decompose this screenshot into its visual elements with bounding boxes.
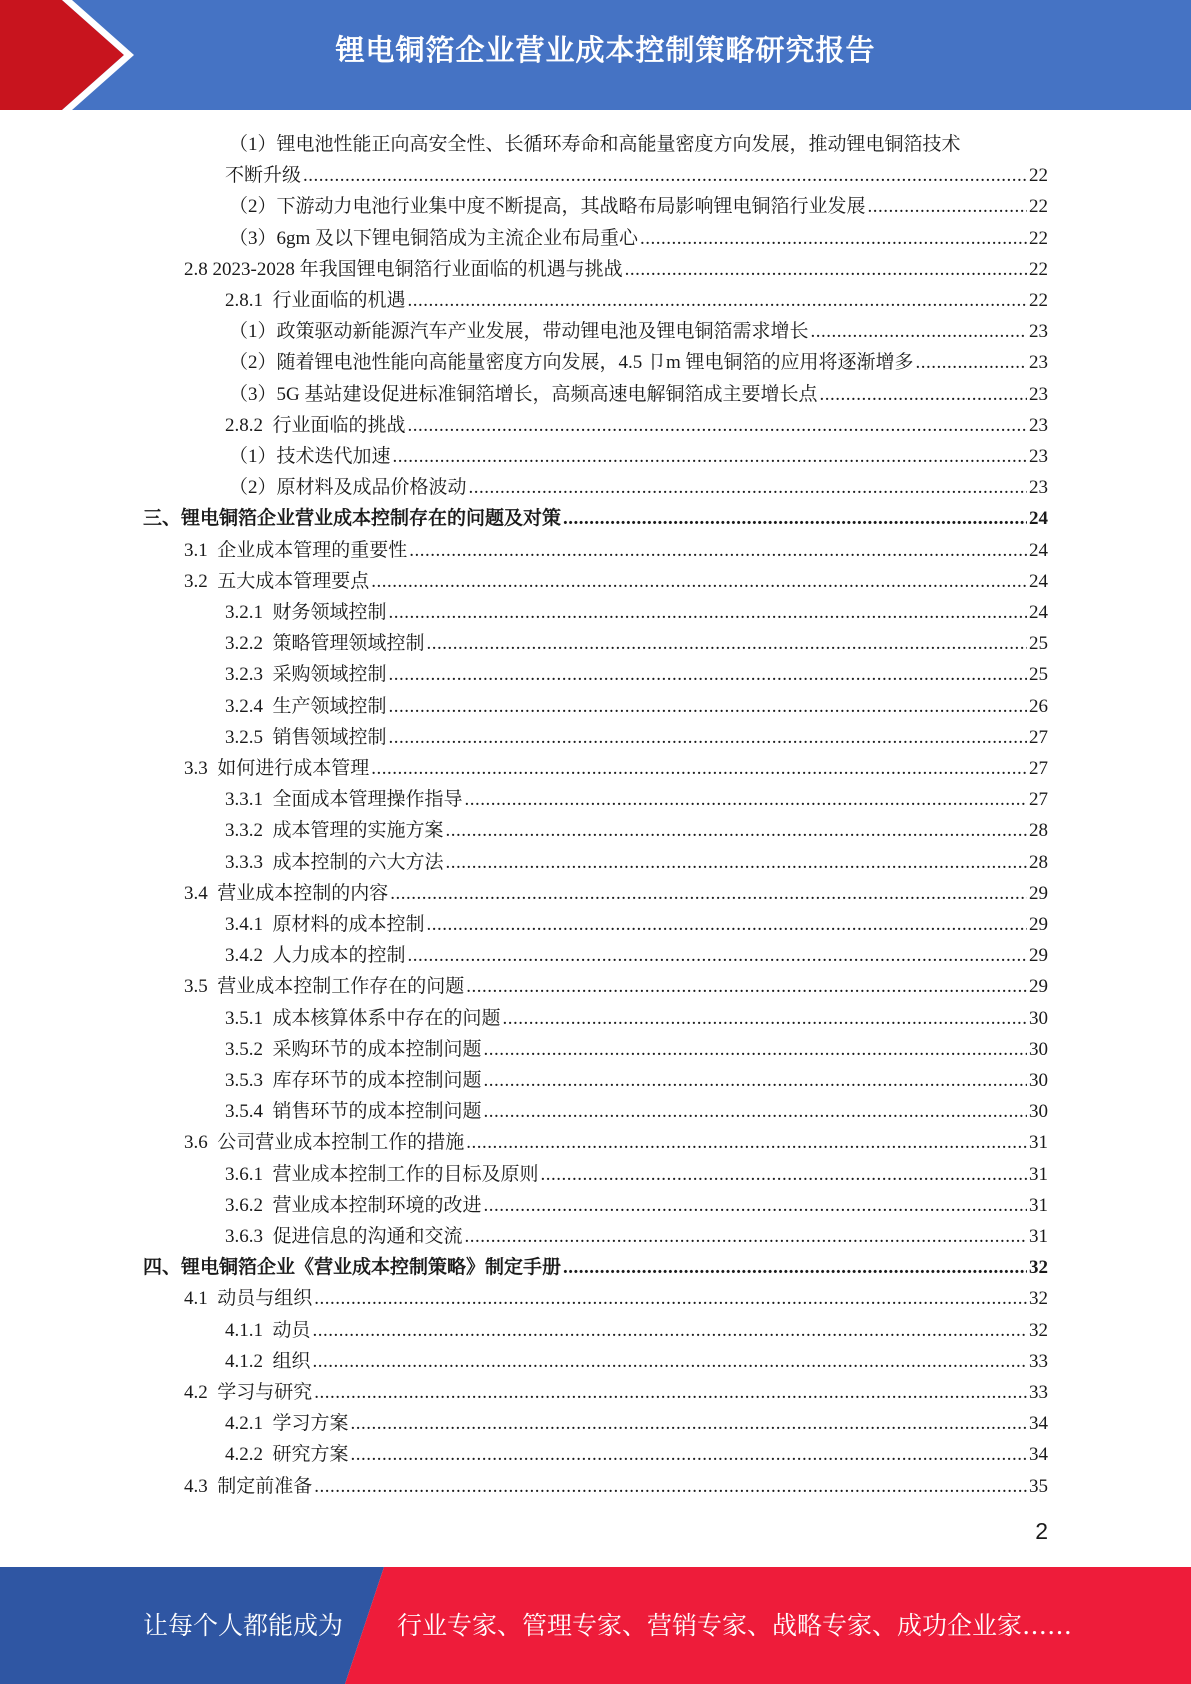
toc-entry-label: 3.2 五大成本管理要点 <box>184 570 370 592</box>
toc-entry[interactable] <box>225 815 1048 846</box>
toc-entry[interactable] <box>225 1159 1048 1190</box>
toc-leader-dots <box>466 1127 1027 1158</box>
toc-entry-label: （1）技术迭代加速 <box>229 446 391 467</box>
report-title: 锂电铜箔企业营业成本控制策略研究报告 <box>335 33 876 67</box>
toc-entry-page: 22 <box>1029 258 1048 280</box>
toc-entry-label: 3.4.2 人力成本的控制 <box>225 945 406 967</box>
toc-entry[interactable] <box>225 160 1048 191</box>
toc-entry[interactable] <box>184 878 1048 909</box>
toc-leader-dots <box>625 254 1027 285</box>
toc-entry-label: 3.6 公司营业成本控制工作的措施 <box>184 1132 465 1154</box>
toc-entry[interactable] <box>225 1096 1048 1127</box>
toc-leader-dots <box>563 1252 1027 1283</box>
toc-entry-page: 26 <box>1029 695 1048 717</box>
toc-entry-page: 35 <box>1029 1475 1048 1497</box>
toc-entry-label: 3.3.1 全面成本管理操作指导 <box>225 789 463 811</box>
toc-entry-label: 3.5.4 销售环节的成本控制问题 <box>225 1101 482 1123</box>
toc-entry-page: 25 <box>1029 664 1048 686</box>
toc-entry-label: 3.3 如何进行成本管理 <box>184 758 370 779</box>
toc-entry[interactable] <box>229 129 1048 160</box>
toc-leader-dots <box>503 1003 1027 1034</box>
toc-leader-dots <box>446 815 1027 846</box>
toc-leader-dots <box>389 691 1027 722</box>
toc-entry-page: 23 <box>1029 352 1048 374</box>
toc-entry[interactable] <box>225 410 1048 441</box>
toc-entry[interactable] <box>225 784 1048 815</box>
toc-entry[interactable] <box>225 1408 1048 1439</box>
toc-leader-dots <box>640 223 1027 254</box>
toc-entry-page: 30 <box>1029 1101 1048 1123</box>
toc-leader-dots <box>371 753 1027 784</box>
toc-entry-label: 3.1 企业成本管理的重要性 <box>184 539 408 561</box>
toc-entry[interactable] <box>225 659 1048 690</box>
toc-entry-page: 32 <box>1029 1319 1048 1341</box>
toc-leader-dots <box>389 659 1027 690</box>
toc-leader-dots <box>314 1283 1027 1314</box>
toc-entry-label: 2.8.1 行业面临的机遇 <box>225 290 406 311</box>
toc-entry-page: 33 <box>1029 1382 1048 1403</box>
toc-entry-page: 31 <box>1029 1194 1048 1216</box>
toc-entry-label: 4.1 动员与组织 <box>184 1288 313 1310</box>
toc-leader-dots <box>811 316 1027 347</box>
toc-leader-dots <box>868 191 1027 222</box>
toc-leader-dots <box>389 597 1027 628</box>
toc-entry-page: 29 <box>1029 945 1048 967</box>
toc-entry-page: 30 <box>1029 1038 1048 1060</box>
toc-entry-label: 四、锂电铜箔企业《营业成本控制策略》制定手册 <box>143 1257 562 1279</box>
toc-leader-dots <box>484 1065 1027 1096</box>
toc-entry-label: 3.5.2 采购环节的成本控制问题 <box>225 1038 482 1060</box>
toc-entry[interactable] <box>184 753 1048 784</box>
toc-entry[interactable] <box>184 1283 1048 1314</box>
toc-leader-dots <box>371 566 1027 597</box>
toc-entry-page: 24 <box>1029 602 1048 623</box>
toc-entry-label: （1）锂电池性能正向高安全性、长循环寿命和高能量密度方向发展，推动锂电铜箔技术 <box>229 134 961 155</box>
toc-entry-page: 23 <box>1029 383 1048 405</box>
toc-entry[interactable] <box>225 628 1048 659</box>
toc-leader-dots <box>466 971 1027 1002</box>
toc-entry[interactable] <box>225 1190 1048 1221</box>
toc-leader-dots <box>313 1315 1027 1346</box>
toc-leader-dots <box>314 1377 1027 1408</box>
toc-entry-page: 31 <box>1029 1226 1048 1247</box>
toc-leader-dots <box>408 285 1027 316</box>
toc-entry-label: 3.6.2 营业成本控制环境的改进 <box>225 1194 482 1216</box>
toc-entry-label: 2.8 2023-2028 年我国锂电铜箔行业面临的机遇与挑战 <box>184 258 623 280</box>
toc-entry[interactable] <box>184 1377 1048 1408</box>
toc-entry[interactable] <box>225 1221 1048 1252</box>
page-header <box>0 0 1191 110</box>
toc-leader-dots <box>408 410 1027 441</box>
toc-entry[interactable] <box>229 472 1048 503</box>
toc-leader-dots <box>408 940 1027 971</box>
toc-leader-dots <box>465 1221 1027 1252</box>
toc-leader-dots <box>390 878 1027 909</box>
toc-entry-label: （1）政策驱动新能源汽车产业发展，带动锂电池及锂电铜箔需求增长 <box>229 321 809 343</box>
toc-entry-label: 3.6.1 营业成本控制工作的目标及原则 <box>225 1163 539 1185</box>
toc-entry-page: 34 <box>1029 1413 1048 1435</box>
toc-entry[interactable] <box>225 1003 1048 1034</box>
toc-entry[interactable] <box>225 1346 1048 1377</box>
footer-slogan-left: 让每个人都能成为 <box>143 1611 344 1640</box>
toc-entry-page: 27 <box>1029 726 1048 748</box>
toc-entry-page: 22 <box>1029 196 1048 218</box>
toc-leader-dots <box>819 379 1027 410</box>
toc-entry-page: 30 <box>1029 1007 1048 1029</box>
toc-entry-label: 不断升级 <box>225 165 302 187</box>
page-number: 2 <box>1035 1518 1048 1544</box>
toc-entry[interactable] <box>229 347 1048 378</box>
toc-entry-label: （2）原材料及成品价格波动 <box>229 477 467 499</box>
toc-leader-dots <box>303 160 1027 191</box>
toc-entry-label: 3.2.4 生产领域控制 <box>225 695 387 717</box>
toc-entry-page: 29 <box>1029 914 1048 935</box>
toc-entry-page: 23 <box>1029 414 1048 436</box>
toc-leader-dots <box>314 1471 1027 1502</box>
toc-entry-label: 4.1.1 动员 <box>225 1319 311 1341</box>
toc-leader-dots <box>351 1408 1027 1439</box>
toc-entry[interactable] <box>225 285 1048 316</box>
toc-entry-page: 27 <box>1029 758 1048 779</box>
toc-entry[interactable] <box>225 691 1048 722</box>
page-footer <box>0 1567 1191 1684</box>
toc-leader-dots <box>389 722 1027 753</box>
toc-entry-page: 33 <box>1029 1350 1048 1372</box>
toc-leader-dots <box>484 1096 1027 1127</box>
toc-entry-label: 3.5.3 库存环节的成本控制问题 <box>225 1070 482 1091</box>
toc-entry[interactable] <box>184 254 1048 285</box>
toc-entry-label: 4.3 制定前准备 <box>184 1475 313 1497</box>
toc-entry-label: 2.8.2 行业面临的挑战 <box>225 414 406 436</box>
toc-entry-page: 22 <box>1029 290 1048 311</box>
toc-entry-page: 34 <box>1029 1444 1048 1466</box>
toc-leader-dots <box>563 503 1027 534</box>
toc-entry-label: 4.2.2 研究方案 <box>225 1444 349 1466</box>
toc-entry[interactable] <box>225 597 1048 628</box>
toc-entry[interactable] <box>184 971 1048 1002</box>
toc-entry[interactable] <box>229 223 1048 254</box>
toc-leader-dots <box>916 347 1027 378</box>
toc-entry-label: （3）5G 基站建设促进标准铜箔增长，高频高速电解铜箔成主要增长点 <box>229 383 818 405</box>
toc-entry-label: 3.3.3 成本控制的六大方法 <box>225 851 444 873</box>
toc-entry-page: 24 <box>1029 570 1048 592</box>
toc-entry[interactable] <box>225 847 1048 878</box>
toc-entry[interactable] <box>184 1471 1048 1502</box>
toc-entry[interactable] <box>229 441 1048 472</box>
toc-entry[interactable] <box>184 566 1048 597</box>
toc-leader-dots <box>541 1159 1027 1190</box>
toc-entry-label: 三、锂电铜箔企业营业成本控制存在的问题及对策 <box>143 508 562 530</box>
toc-entry-label: 3.3.2 成本管理的实施方案 <box>225 820 444 842</box>
toc-entry-page: 28 <box>1029 820 1048 842</box>
toc-leader-dots <box>393 441 1027 472</box>
toc-entry[interactable] <box>225 909 1048 940</box>
toc-leader-dots <box>484 1034 1027 1065</box>
footer-slogan-right: 行业专家、管理专家、营销专家、战略专家、成功企业家…… <box>397 1611 1073 1640</box>
toc-entry-label: 4.2.1 学习方案 <box>225 1413 349 1435</box>
toc-entry-page: 31 <box>1029 1163 1048 1185</box>
toc-entry-page: 32 <box>1029 1257 1048 1279</box>
toc-entry-page: 22 <box>1029 165 1048 187</box>
toc-entry-label: 3.2.5 销售领域控制 <box>225 726 387 748</box>
toc-entry-page: 30 <box>1029 1070 1048 1091</box>
toc-entry[interactable] <box>225 1065 1048 1096</box>
toc-leader-dots <box>409 535 1027 566</box>
toc-entry-page: 23 <box>1029 446 1048 467</box>
toc-entry-label: 3.4 营业成本控制的内容 <box>184 882 389 904</box>
toc-entry[interactable] <box>225 1439 1048 1470</box>
toc-entry-label: 3.2.2 策略管理领域控制 <box>225 633 425 655</box>
toc-entry-page: 29 <box>1029 882 1048 904</box>
toc-entry-label: 3.2.1 财务领域控制 <box>225 602 387 623</box>
toc-entry-label: （2）随着锂电池性能向高能量密度方向发展，4.5 卩m 锂电铜箔的应用将逐渐增多 <box>229 352 914 374</box>
toc-leader-dots <box>465 784 1027 815</box>
toc-entry[interactable] <box>225 1034 1048 1065</box>
toc-leader-dots <box>313 1346 1027 1377</box>
toc-leader-dots <box>427 628 1027 659</box>
toc-entry-page: 28 <box>1029 851 1048 873</box>
toc-entry-page: 27 <box>1029 789 1048 811</box>
toc-entry[interactable] <box>229 316 1048 347</box>
toc-leader-dots <box>469 472 1027 503</box>
toc-entry-label: 3.4.1 原材料的成本控制 <box>225 914 425 935</box>
toc-entry-page: 24 <box>1029 508 1048 530</box>
toc-entry-page: 25 <box>1029 633 1048 655</box>
toc-entry-label: 3.5 营业成本控制工作存在的问题 <box>184 976 465 998</box>
toc-entry-label: 4.1.2 组织 <box>225 1350 311 1372</box>
toc-leader-dots <box>351 1439 1027 1470</box>
toc-entry[interactable] <box>225 1315 1048 1346</box>
toc-entry[interactable] <box>184 1127 1048 1158</box>
toc-entry[interactable] <box>225 940 1048 971</box>
toc-entry-page: 32 <box>1029 1288 1048 1310</box>
toc-entry-page: 31 <box>1029 1132 1048 1154</box>
toc-entry-page: 22 <box>1029 227 1048 249</box>
toc-entry-label: （3）6gm 及以下锂电铜箔成为主流企业布局重心 <box>229 227 639 249</box>
toc-entry-label: 3.2.3 采购领域控制 <box>225 664 387 686</box>
toc-entry-label: 4.2 学习与研究 <box>184 1382 313 1403</box>
toc-entry-page: 29 <box>1029 976 1048 998</box>
toc-entry[interactable] <box>225 722 1048 753</box>
toc-entry[interactable] <box>184 535 1048 566</box>
toc-leader-dots <box>427 909 1027 940</box>
toc-entry[interactable] <box>143 503 1048 534</box>
toc-entry[interactable] <box>143 1252 1048 1283</box>
toc-entry-label: （2）下游动力电池行业集中度不断提高，其战略布局影响锂电铜箔行业发展 <box>229 196 866 218</box>
toc-leader-dots <box>484 1190 1027 1221</box>
toc-entry-label: 3.5.1 成本核算体系中存在的问题 <box>225 1007 501 1029</box>
toc-entry-page: 23 <box>1029 321 1048 343</box>
toc-leader-dots <box>446 847 1027 878</box>
toc-entry-page: 23 <box>1029 477 1048 499</box>
toc-entry[interactable] <box>229 379 1048 410</box>
toc-entry[interactable] <box>229 191 1048 222</box>
toc-entry-label: 3.6.3 促进信息的沟通和交流 <box>225 1226 463 1247</box>
toc-entry-page: 24 <box>1029 539 1048 561</box>
